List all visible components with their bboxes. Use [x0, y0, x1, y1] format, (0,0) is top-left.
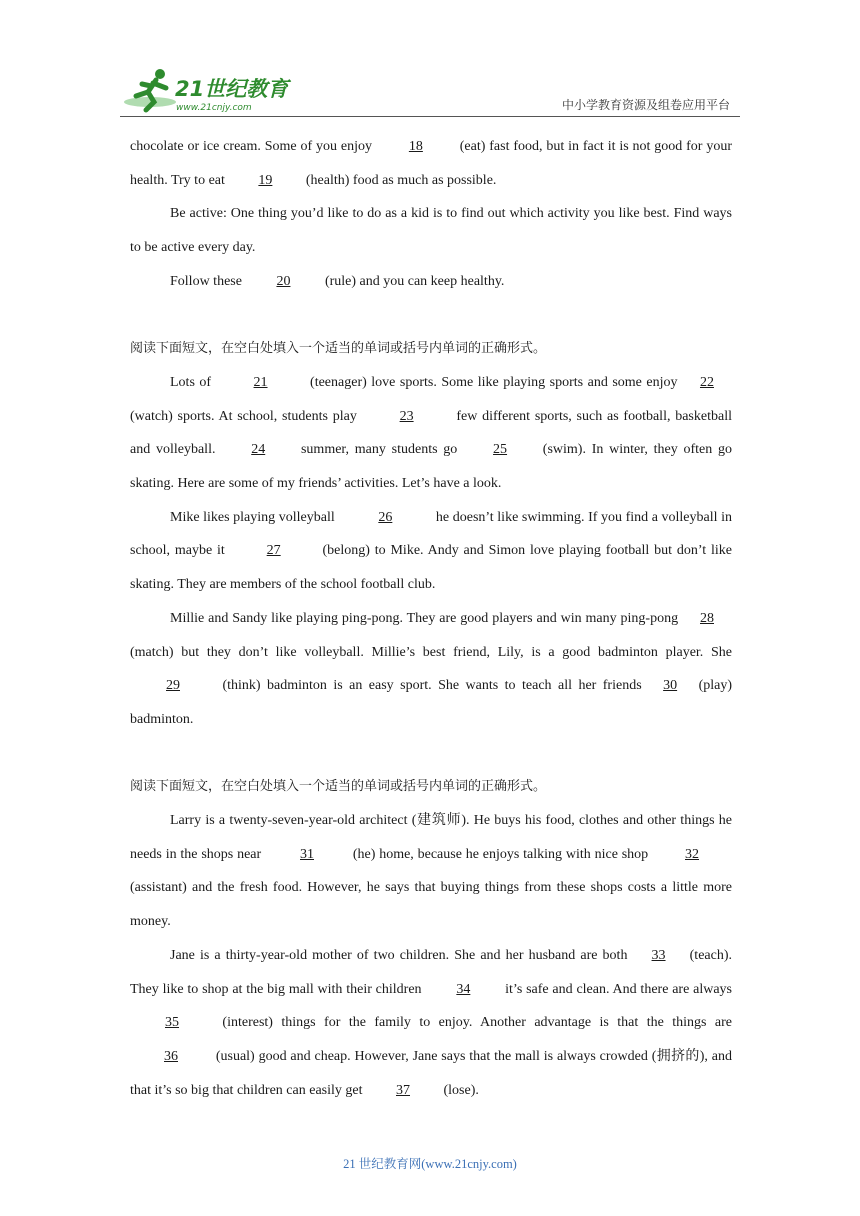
paragraph-s2-p3: Millie and Sandy like playing ping-pong. They are good players and win many ping-pong 28 (match) but they don’t like volleyball. Millie’s best friend, Lily, is a good badminton player. She 29 (think) badminton is an easy sport. She wants to teach all her friends 30 (play) badminton. [130, 602, 732, 737]
instruction-section3: 阅读下面短文，在空白处填入一个适当的单词或括号内单词的正确形式。 [130, 779, 547, 795]
logo-text: 21世纪教育 [175, 77, 289, 101]
paragraph-s1-p3: Follow these 20 (rule) and you can keep healthy. [130, 265, 732, 299]
spacer [130, 737, 732, 771]
document-body [130, 130, 732, 1107]
blank-30: 30 [663, 678, 678, 694]
blank-35: 35 [165, 1015, 179, 1031]
blank-37: 37 [396, 1082, 410, 1098]
blank-31: 31 [300, 846, 314, 862]
blank-23: 23 [399, 408, 414, 424]
blank-18: 18 [408, 139, 423, 154]
logo [120, 66, 295, 114]
paragraph-s1-p1: chocolate or ice cream. Some of you enjoy 18 (eat) fast food, but in fact it is not good for your health. Try to eat 19 (health) food as much as possible. [130, 130, 732, 197]
page-header [120, 66, 740, 114]
blank-36: 36 [164, 1048, 178, 1064]
blank-22: 22 [699, 374, 714, 390]
paragraph-s3-p2: Jane is a thirty-year-old mother of two children. She and her husband are both 33 (teach). They like to shop at the big mall with their children 34 it’s safe and clean. And there are always 35 (interest) things for the family to enjoy. Another advantage is that the things are 36 (usual) good and cheap. However, Jane says that the mall is always crowded (拥挤的), and that it’s so big that children can easily get 37 (lose). [130, 939, 732, 1108]
runner-icon [120, 66, 295, 114]
logo-url: www.21cnjy.com [176, 103, 252, 113]
header-tagline: 中小学教育资源及组卷应用平台 [561, 98, 730, 112]
blank-32: 32 [685, 846, 700, 862]
blank-24: 24 [251, 442, 266, 458]
paragraph-s2-p2: Mike likes playing volleyball 26 he doesn’t like swimming. If you find a volleyball in school, maybe it 27 (belong) to Mike. Andy and Simon love playing football but don’t like skating. They are members of the school football club. [130, 501, 732, 602]
paragraph-s2-p1: Lots of 21 (teenager) love sports. Some like playing sports and some enjoy 22 (watch) sports. At school, students play 23 few different sports, such as football, basketball and volleyball. 24 summer, many students go 25 (swim). In winter, they often go skating. Here are some of my friends’ activities. Let’s have a look. [130, 366, 732, 501]
blank-27: 27 [266, 543, 281, 559]
header-divider [120, 116, 740, 117]
blank-29: 29 [166, 678, 180, 694]
blank-34: 34 [456, 981, 471, 997]
blank-20: 20 [276, 273, 291, 289]
blank-25: 25 [493, 442, 508, 458]
blank-28: 28 [700, 610, 714, 626]
blank-26: 26 [378, 509, 393, 525]
spacer [130, 299, 732, 333]
blank-21: 21 [253, 374, 268, 390]
paragraph-s1-p2: Be active: One thing you’d like to do as a kid is to find out which activity you like best. Find ways to be active every day. [130, 206, 732, 256]
instruction-section2: 阅读下面短文，在空白处填入一个适当的单词或括号内单词的正确形式。 [130, 341, 547, 357]
page-footer[interactable]: 21 世纪教育网(www.21cnjy.com) [343, 1157, 517, 1171]
blank-33: 33 [651, 947, 666, 963]
blank-19: 19 [258, 172, 273, 188]
paragraph-s3-p1: Larry is a twenty-seven-year-old architect (建筑师). He buys his food, clothes and other things he needs in the shops near 31 (he) home, because he enjoys talking with nice shop 32 (assistant) and the fresh food. However, he says that buying things from these shops costs a little more money. [130, 813, 732, 930]
